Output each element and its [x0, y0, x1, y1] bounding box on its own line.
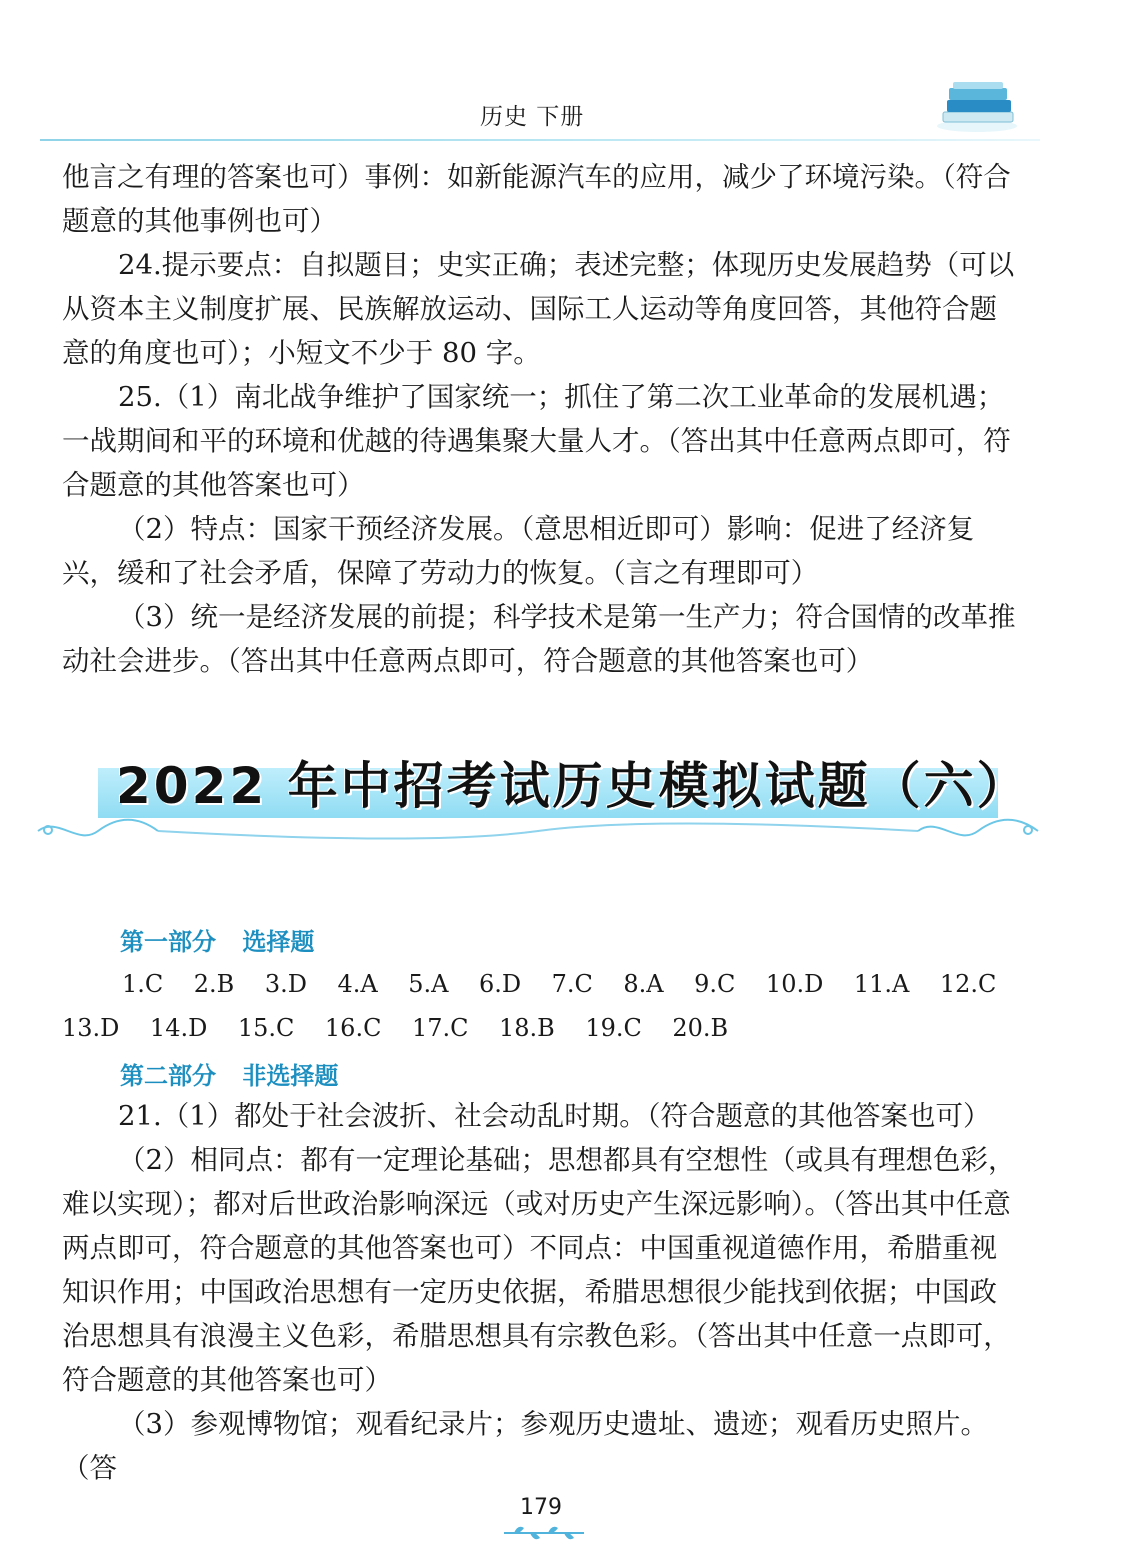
answer-paragraph: （2）相同点：都有一定理论基础；思想都具有空想性（或具有理想色彩，难以实现）；都对后世政治影响深远（或对历史产生深远影响）。（答出其中任意两点即可，符合题意的其他答案也可）不同点：中国重视道德作用，希腊重视知识作用；中国政治思想有一定历史依据，希腊思想很少能找到依据；中国政治思想具有浪漫主义色彩，希腊思想具有宗教色彩。（答出其中任意一点即可，符合题意的其他答案也可） [62, 1144, 1016, 1396]
leaf-ornament-icon [500, 1522, 588, 1544]
page-header [0, 0, 1143, 150]
answer-block-continued [62, 155, 1022, 683]
header-title: 历史 下册 [480, 104, 585, 130]
page-number: 179 [520, 1495, 562, 1520]
mc-answers-row: 13.D 14.D 15.C 16.C 17.C 18.B 19.C 20.B [62, 1014, 729, 1042]
header-rule [40, 139, 1040, 141]
exam-title: 2022 年中招考试历史模拟试题（六） [116, 757, 1030, 815]
answer-block-part2 [62, 1094, 1022, 1490]
answer-paragraph: 25.（1）南北战争维护了国家统一；抓住了第二次工业革命的发展机遇；一战期间和平的环境和优越的待遇集聚大量人才。（答出其中任意两点即可，符合题意的其他答案也可） [62, 381, 1011, 501]
section-heading-part1: 第一部分 选择题 [120, 928, 315, 956]
answer-paragraph: 24.提示要点：自拟题目；史实正确；表述完整；体现历史发展趋势（可以从资本主义制度扩展、民族解放运动、国际工人运动等角度回答，其他符合题意的角度也可）；小短文不少于 80 字。 [62, 249, 1015, 369]
mc-answers-row: 1.C 2.B 3.D 4.A 5.A 6.D 7.C 8.A 9.C 10.D 11.A 12.C [122, 970, 997, 998]
section-heading-part2: 第二部分 非选择题 [120, 1062, 339, 1090]
exam-title-banner [28, 740, 1048, 840]
answer-paragraph: 21.（1）都处于社会波折、社会动乱时期。（符合题意的其他答案也可） [118, 1100, 991, 1132]
answer-paragraph: （3）参观博物馆；观看纪录片；参观历史遗址、遗迹；观看历史照片。（答 [62, 1408, 988, 1484]
ornament-scroll-icon [28, 816, 1048, 846]
book-stack-icon [935, 78, 1020, 134]
answer-paragraph: 他言之有理的答案也可）事例：如新能源汽车的应用，减少了环境污染。（符合题意的其他事例也可） [62, 161, 1011, 237]
answer-paragraph: （2）特点：国家干预经济发展。（意思相近即可）影响：促进了经济复兴，缓和了社会矛盾，保障了劳动力的恢复。（言之有理即可） [62, 513, 975, 589]
answer-paragraph: （3）统一是经济发展的前提；科学技术是第一生产力；符合国情的改革推动社会进步。（答出其中任意两点即可，符合题意的其他答案也可） [62, 601, 1016, 677]
